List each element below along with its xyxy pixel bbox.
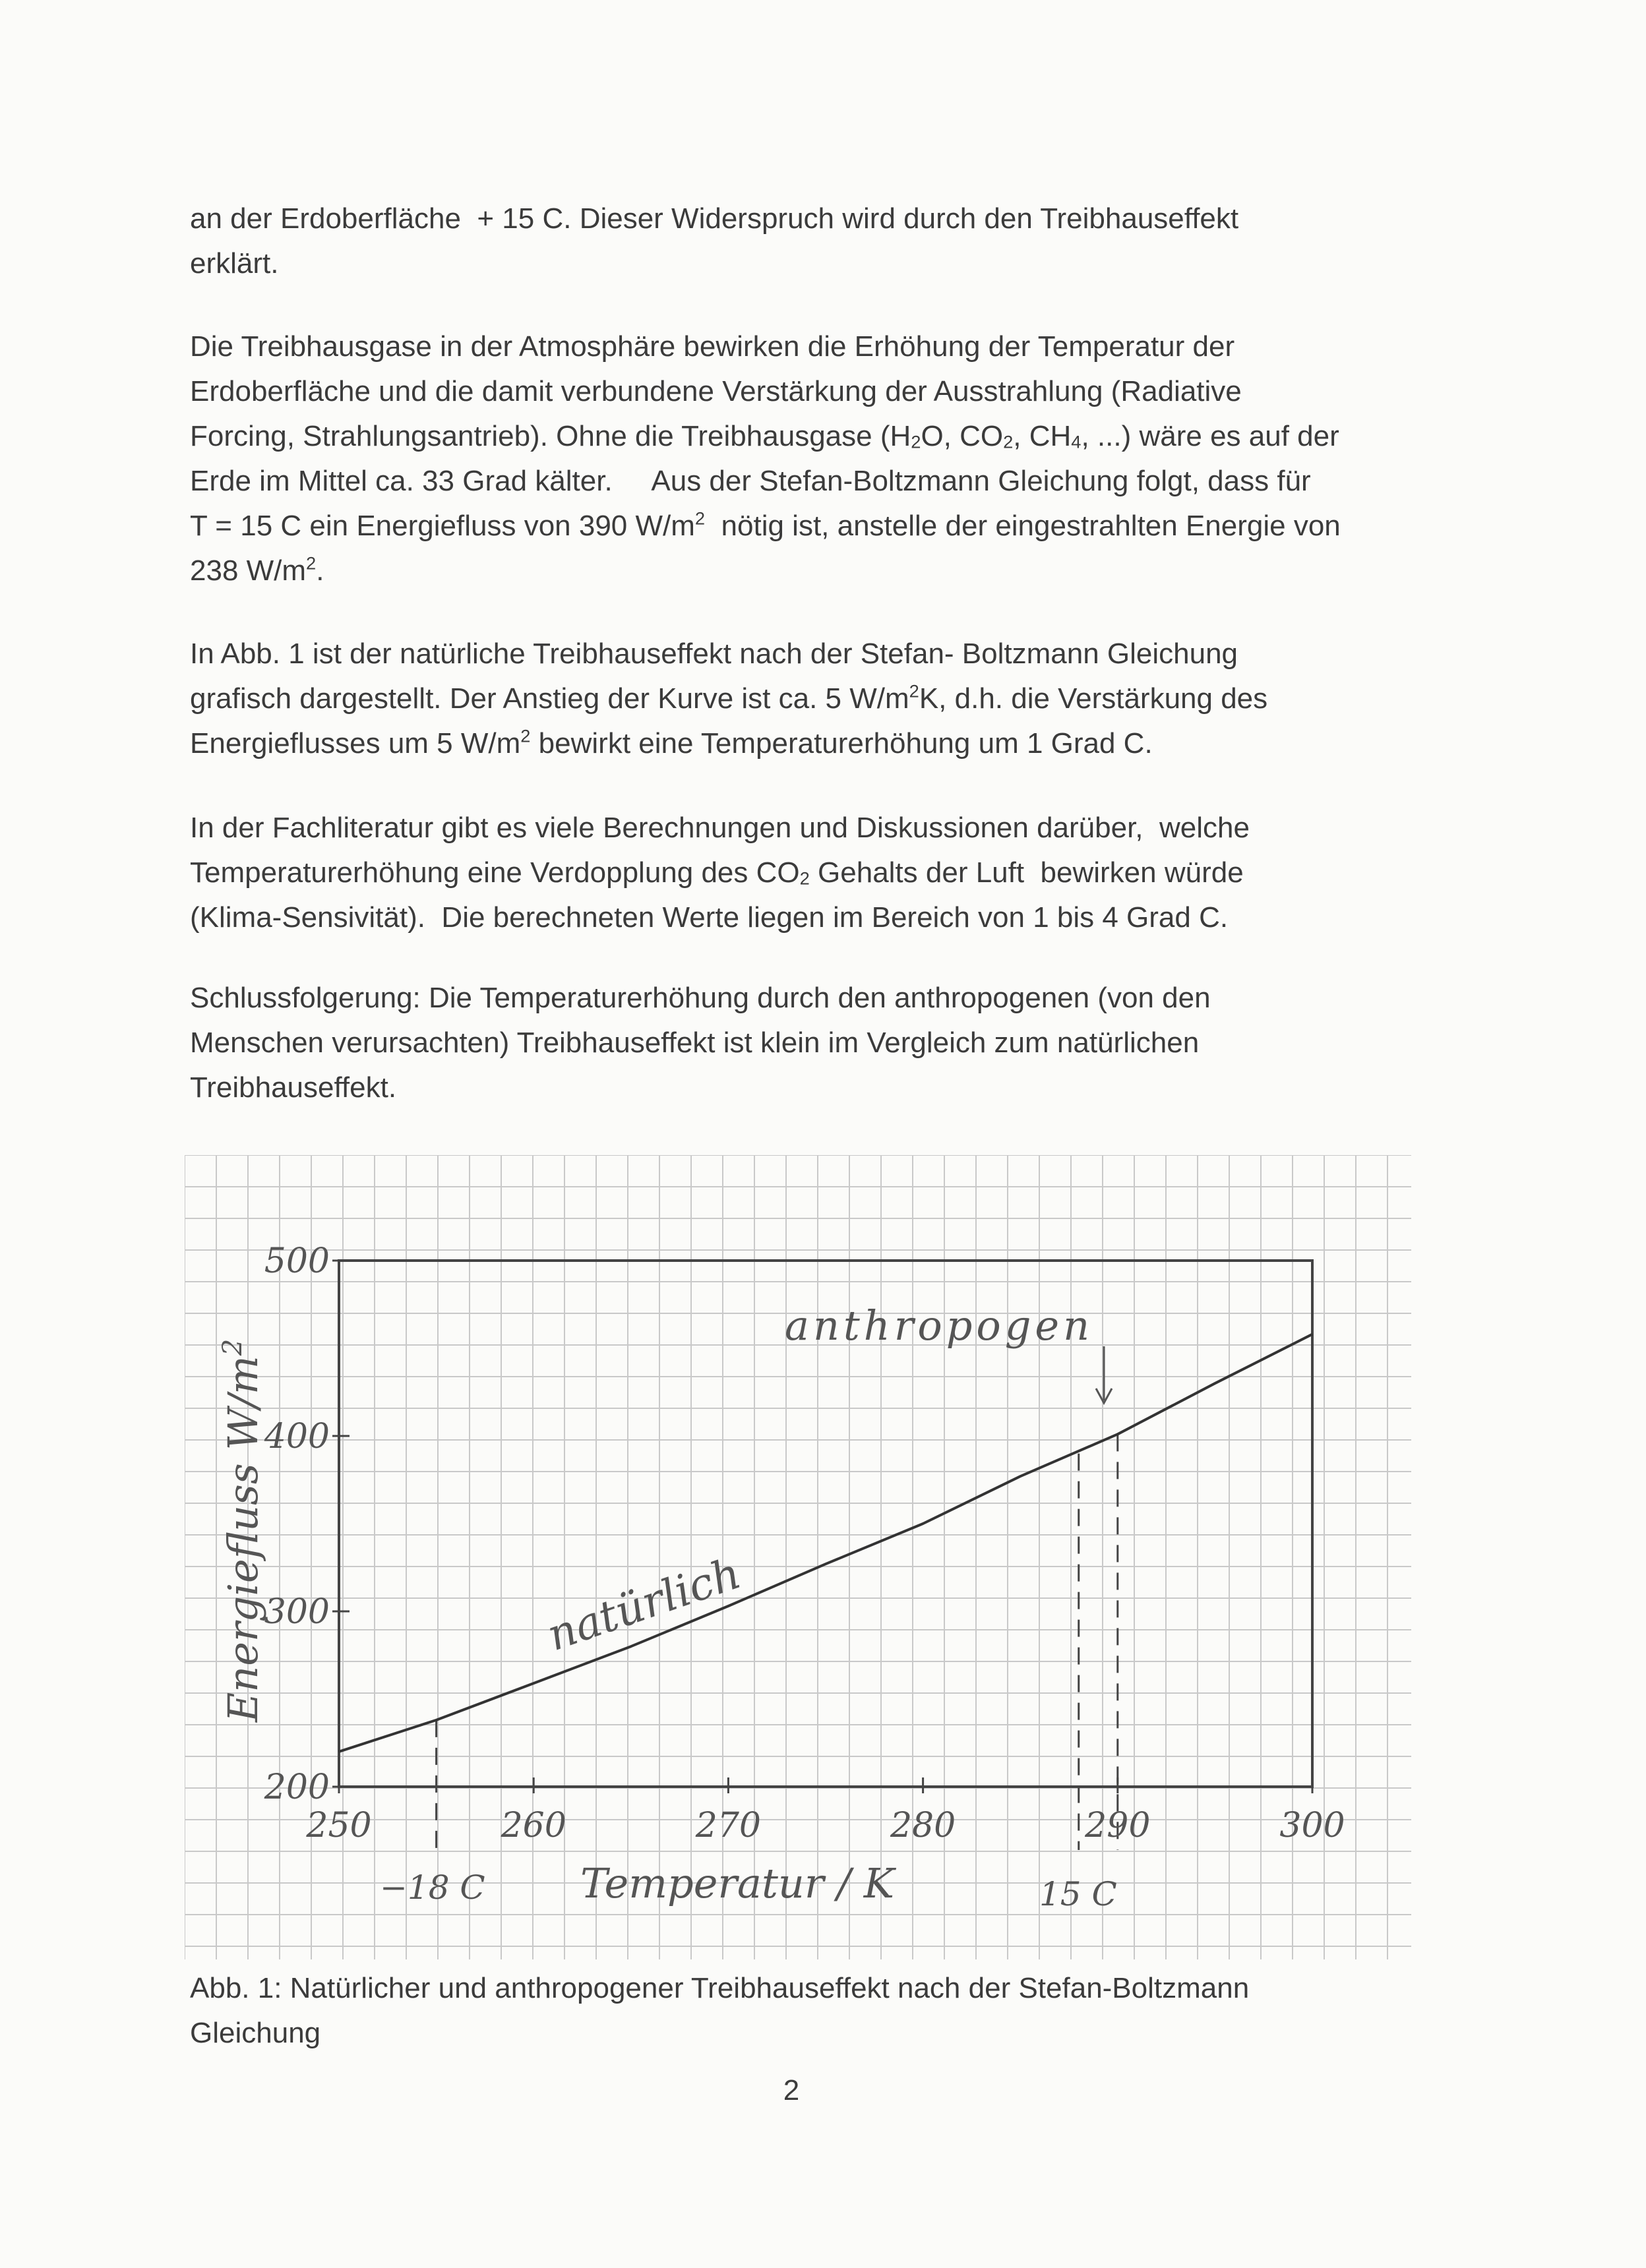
y-axis-label-text: Energiefluss W/m	[219, 1356, 267, 1722]
text-fragment: Forcing, Strahlungsantrieb). Ohne die Treibhausgase (H	[190, 420, 911, 452]
y-tick-label: 300	[264, 1592, 330, 1632]
x-tick-label: 260	[501, 1806, 566, 1845]
arrow-icon	[1096, 1346, 1112, 1403]
paragraph-2	[190, 324, 1463, 593]
superscript: 2	[909, 680, 919, 701]
text-fragment: bewirkt eine Temperaturerhöhung um 1 Grad C.	[530, 727, 1153, 760]
figure-caption	[190, 1966, 1463, 2056]
text-fragment: , CH	[1013, 420, 1072, 452]
text-fragment: Energieflusses um 5 W/m	[190, 727, 521, 760]
paragraph-4	[190, 806, 1463, 940]
text-line	[190, 504, 1463, 549]
x-tick-label: 290	[1085, 1806, 1151, 1845]
text-line	[190, 676, 1463, 721]
text-line: (Klima-Sensivität). Die berechneten Werte liegen im Bereich von 1 bis 4 Grad C.	[190, 901, 1229, 934]
text-line: Die Treibhausgase in der Atmosphäre bewirken die Erhöhung der Temperatur der	[190, 330, 1235, 363]
y-tick-label: 500	[264, 1241, 330, 1281]
text-fragment: Gehalts der Luft bewirken würde	[809, 856, 1244, 889]
text-fragment: K, d.h. die Verstärkung des	[919, 682, 1268, 715]
superscript: 2	[520, 725, 531, 746]
text-fragment: , ...) wäre es auf der	[1081, 420, 1339, 452]
text-fragment: grafisch dargestellt. Der Anstieg der Kurve ist ca. 5 W/m	[190, 682, 909, 715]
superscript: 2	[694, 508, 706, 529]
subscript: 2	[1003, 431, 1014, 452]
x-tick-label: 280	[890, 1806, 956, 1845]
text-fragment: O, CO	[921, 420, 1004, 452]
text-line: Erdoberfläche und die damit verbundene Verstärkung der Ausstrahlung (Radiative	[190, 375, 1242, 407]
marker-cold-label: −18 C	[380, 1868, 485, 1907]
chart-svg	[185, 1155, 1411, 1959]
x-tick-label: 300	[1279, 1806, 1345, 1845]
subscript: 4	[1071, 431, 1082, 452]
text-line: In Abb. 1 ist der natürliche Treibhauseffekt nach der Stefan- Boltzmann Gleichung	[190, 638, 1238, 670]
text-line	[190, 850, 1463, 895]
text-line: Erde im Mittel ca. 33 Grad kälter. Aus der Stefan-Boltzmann Gleichung folgt, dass für	[190, 465, 1311, 497]
text-line: In der Fachliteratur gibt es viele Berechnungen und Diskussionen darüber, welche	[190, 812, 1250, 844]
paragraph-5	[190, 976, 1463, 1110]
page-number: 2	[783, 2074, 800, 2106]
annotation-anthropogenic: anthropogen	[785, 1301, 1094, 1350]
text-fragment: .	[316, 554, 324, 587]
text-line	[190, 414, 1463, 459]
text-line: Treibhauseffekt.	[190, 1071, 397, 1104]
text-line: Menschen verursachten) Treibhauseffekt ist klein im Vergleich zum natürlichen	[190, 1027, 1200, 1059]
y-tick-label: 200	[264, 1768, 330, 1807]
text-fragment: nötig ist, anstelle der eingestrahlten Energie von	[705, 510, 1341, 542]
text-line: an der Erdoberfläche + 15 C. Dieser Widerspruch wird durch den Treibhauseffekt	[190, 202, 1239, 235]
subscript: 2	[911, 431, 921, 452]
text-line	[190, 721, 1463, 766]
y-axis-label	[218, 1339, 267, 1723]
paragraph-1	[190, 196, 1463, 286]
text-fragment: Temperaturerhöhung eine Verdopplung des CO	[190, 856, 800, 889]
text-line	[190, 549, 1463, 593]
text-line: erklärt.	[190, 247, 279, 280]
figure-chart	[185, 1155, 1411, 1959]
text-fragment: 238 W/m	[190, 554, 307, 587]
marker-warm-label: 15 C	[1039, 1875, 1117, 1913]
subscript: 2	[799, 868, 810, 889]
y-axis-label-sup: 2	[218, 1338, 248, 1356]
caption-line: Abb. 1: Natürlicher und anthropogener Treibhauseffekt nach der Stefan-Boltzmann	[190, 1972, 1250, 2004]
text-line: Schlussfolgerung: Die Temperaturerhöhung durch den anthropogenen (von den	[190, 982, 1211, 1014]
y-tick-label: 400	[264, 1417, 330, 1456]
paragraph-3	[190, 632, 1463, 766]
superscript: 2	[306, 552, 317, 574]
annotation-natural: natürlich	[541, 1547, 747, 1661]
text-fragment: T = 15 C ein Energiefluss von 390 W/m	[190, 510, 695, 542]
caption-line: Gleichung	[190, 2017, 321, 2049]
x-tick-label: 250	[306, 1806, 372, 1845]
x-axis-label: Temperatur / K	[580, 1859, 895, 1907]
x-tick-label: 270	[695, 1806, 762, 1845]
